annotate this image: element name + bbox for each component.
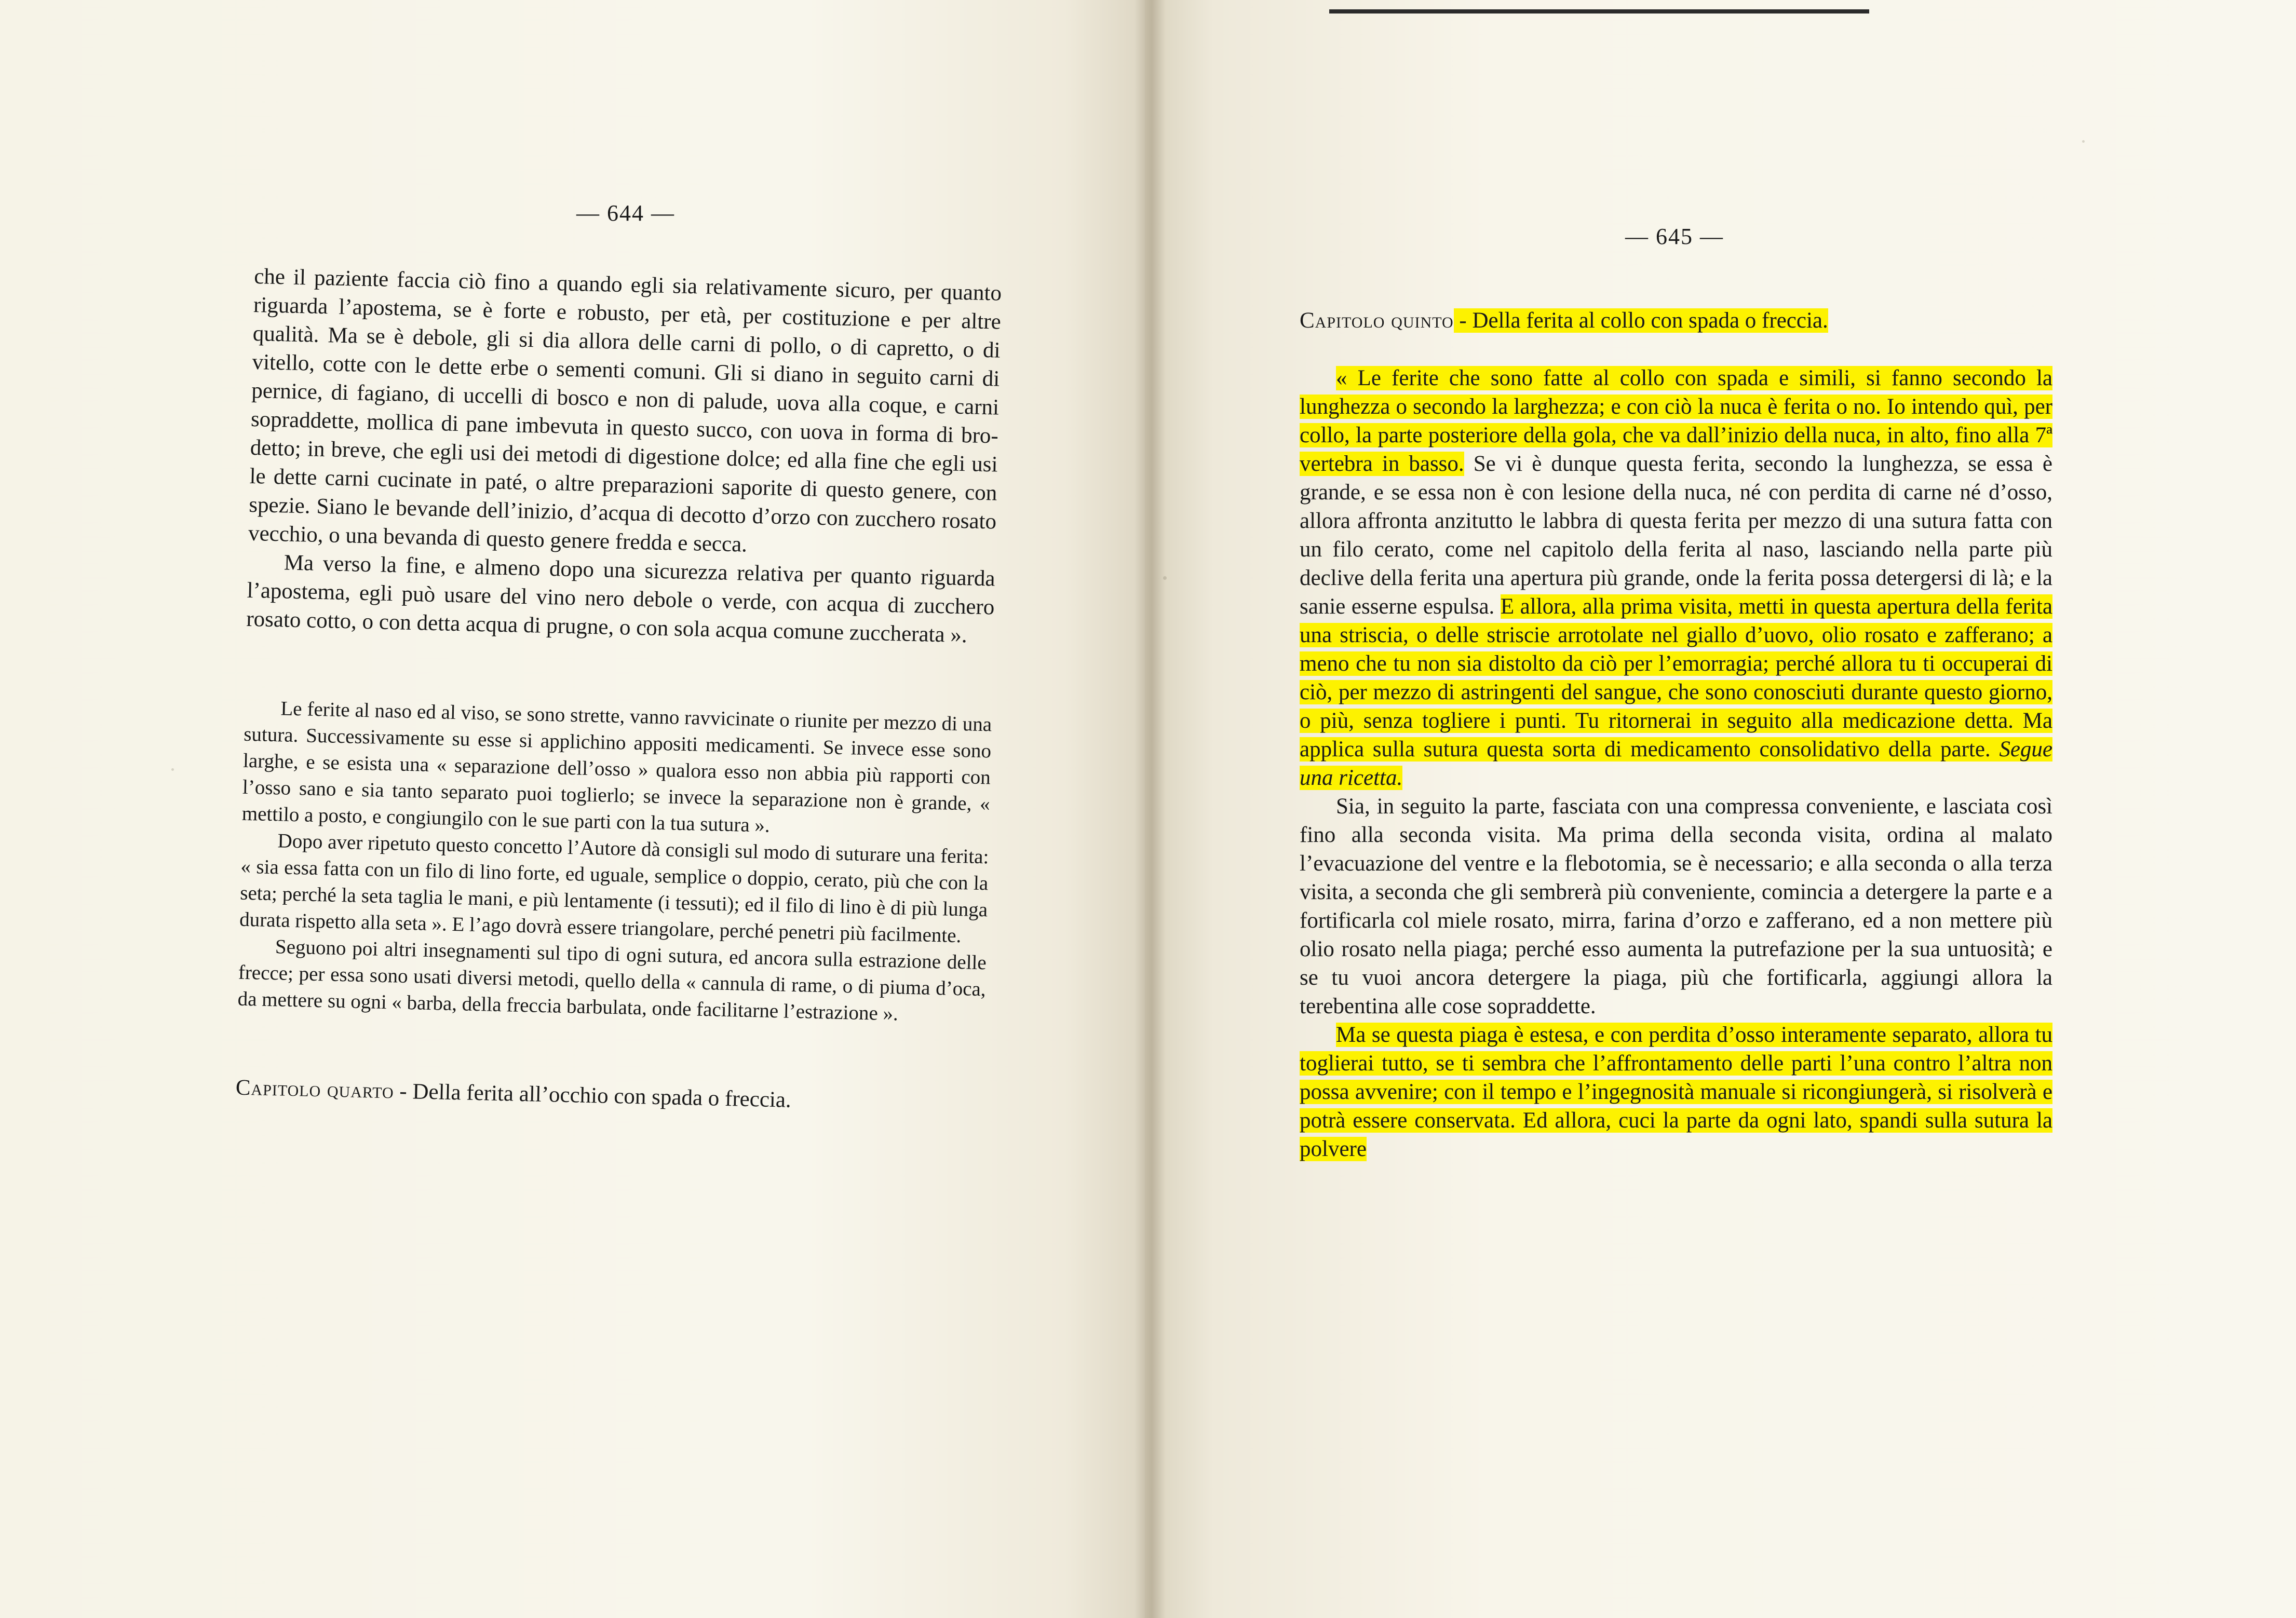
chapter-heading-right (1300, 306, 2052, 335)
paragraph-gap (1300, 335, 2052, 364)
chapter-title: - Della ferita all’occhio con spada o freccia. (394, 1079, 792, 1112)
scan-speck (171, 768, 174, 771)
page-number-right: — 645 — (1625, 224, 1724, 249)
paragraph (1300, 364, 2052, 792)
left-page (0, 0, 1145, 1618)
highlighted-text: « Le ferite che sono fatte al collo con spada e simili, si fanno secondo la lunghezza o secondo la larghezza; e con ciò la nuca è ferita o no. Io intendo quì, per collo, la parte posteriore della gola, che va dall’inizio della nuca, in alto, fino alla 7ª vertebra in basso. (1300, 366, 2052, 476)
highlighted-text: E allora, alla prima visita, metti in questa apertura della ferita una striscia, o delle striscie arrotolate nel giallo d’uovo, olio rosato e zafferano; a meno che tu non sia distolto da ciò per l’emorragia; perché allora tu ti occuperai di ciò, per mezzo di astringenti del sangue, che sono conosciuti durante questo giorno, o più, senza togliere i punti. Tu ritornerai in seguito alla medicazione detta. Ma applica sulla sutura questa sorta di medicamento consolidativo della parte. (1300, 594, 2053, 762)
chapter-title: Della ferita al collo con spada o freccia. (1466, 308, 1828, 333)
paragraph (1300, 1021, 2052, 1163)
paragraph: Ma verso la fine, e almeno dopo una sicurezza relativa per quanto riguarda l’apostema, egli può usare del vino nero debole o verde, con acqua di zucchero rosato cotto, o con detta acqua di prugne, o con sola acqua comune zuccherata ». (246, 550, 996, 648)
scan-edge-line (1329, 9, 1869, 13)
left-text-column (235, 262, 1002, 1119)
paragraph: Le ferite al naso ed al viso, se sono strette, vanno ravvicinate o riunite per mezzo di una sutura. Successivamente su esse si applichino appositi medicamenti. Se invece esse sono larghe, e se esista una « separazione dell’osso » qualora esso non abbia più rapporti con l’osso sano e sia tanto separato puoi toglierlo; se invece la separazione non è grande, « mettilo a posto, e congiungilo con le sue parti con la tua sutura ». (241, 697, 992, 837)
chapter-separator: - (1453, 308, 1467, 333)
right-text-column (1300, 306, 2052, 1163)
chapter-label: Capitolo quinto (1300, 308, 1454, 333)
scan-speck (1163, 576, 1167, 580)
highlight-mark (1454, 308, 1828, 333)
page-number-left: — 644 — (576, 200, 675, 226)
paragraph: Dopo aver ripetuto questo concetto l’Autore dà consigli sul modo di suturare una ferita: « sia essa fatta con un filo di lino forte, ed uguale, semplice o doppio, cerato, più che con la seta; perché la seta taglia le mani, e più lentamente (i tessuti); ed il filo di lino è di più lunga durata rispetto alla seta ». E l’ago dovrà essere triangolare, perché penetri più facilmente. (239, 830, 989, 947)
highlighted-text: Ma se questa piaga è estesa, e con perdita d’osso interamente separato, allora tu toglierai tutto, se ti sembra che l’affrontamento delle parti l’una contro l’altra non possa avvenire; con il tempo e l’ingegnosità manuale si ricongiungerà, si risolverà e potrà essere conservata. Ed allora, cuci la parte da ogni lato, spandi sulla sutura la polvere (1300, 1023, 2052, 1161)
chapter-label: Capitolo quarto (235, 1075, 395, 1104)
paragraph: che il paziente faccia ciò fino a quando egli sia relativamente sicuro, per quanto riguarda l’apostema, se è forte e robusto, per età, per costituzione e per altre qualità. Ma se è debole, gli si dia allora delle carni di pollo, o di capretto, o di vitello, cotte con le dette erbe o sementi comuni. Gli si diano in seguito carni di pernice, di fagiano, di uccelli di bosco e non di palude, uova alla coque, e carni sopraddette, mollica di pane imbevuta in questo succo, con uova in forma di brodetto; in breve, che egli usi dei metodi di digestione dolce; ed alla fine che egli usi le dette carni cucinate in paté, o altre preparazioni saporite di questo genere, con spezie. Siano le bevande dell’inizio, d’acqua di decotto d’orzo con zucchero rosato vecchio, o una bevanda di questo genere fredda e secca. (248, 264, 1002, 557)
plain-text: Se vi è dunque questa ferita, secondo la lunghezza, se essa è grande, e se essa non è con lesione della nuca, né con perdita di carne né d’osso, allora affronta anzitutto le labbra di questa ferita per mezzo di una sutura fatta con un filo cerato, come nel capitolo della ferita al naso, lasciando nella parte più declive della ferita una apertura più grande, onde la ferita possa detergersi di là; e la sanie esserne espulsa. (1300, 452, 2053, 619)
paragraph: Sia, in seguito la parte, fasciata con una compressa conveniente, e lasciata così fino alla seconda visita. Ma prima della seconda visita, ordina al malato l’evacuazione del ventre e la flebotomia, se è necessario; e alla seconda o alla terza visita, a seconda che gli sembrerà più conveniente, comincia a detergere la parte e a fortificarla col miele rosato, mirra, farina d’orzo e zafferano, ed a non mettere più olio rosato nella piaga; perché esso aumenta la putrefazione per la sua untuosità; e se tu vuoi ancora detergere la piaga, più che fortificarla, aggiungi allora la terebentina alle cose sopraddette. (1300, 794, 2052, 1018)
scan-speck (2082, 140, 2085, 143)
book-gutter (1135, 0, 1166, 1618)
paragraph: Seguono poi altri insegnamenti sul tipo di ogni sutura, ed ancora sulla estrazione delle frecce; per essa sono usati diversi metodi, quello della « cannula di rame, o di piuma d’oca, da mettere su ogni « barba, della freccia barbulata, onde facilitarne l’estrazione ». (237, 935, 987, 1025)
highlighted-italic-text: Segue una ricetta. (1300, 737, 2052, 790)
